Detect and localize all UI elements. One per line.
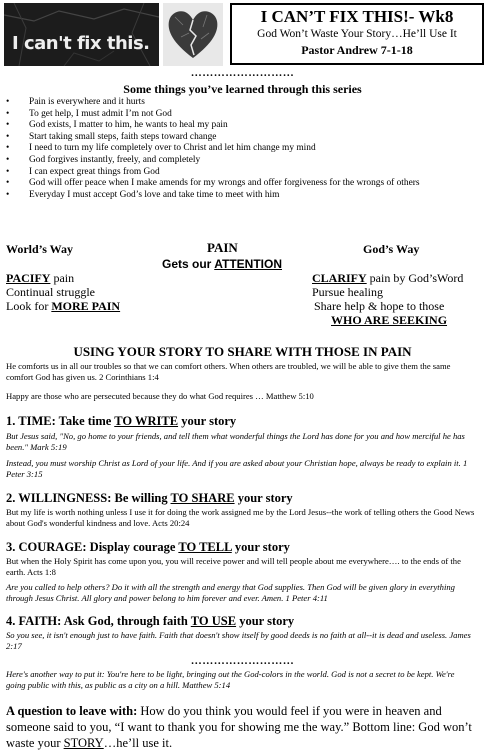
step-1-prefix: 1. TIME: Take time [6,414,112,428]
step-4-suffix: your story [239,614,295,628]
worlds-way-heading: World’s Way [6,242,74,256]
step-1-verse-1: But Jesus said, "No, go home to your friends, and tell them what wonderful things the Lord has done for you and how merciful he has been." Mark 5:19 [6,431,465,452]
step-1-suffix: your story [181,414,237,428]
more-pain-line [6,299,120,314]
step-1-keyword: TO WRITE [114,414,179,428]
list-item: • To get help, I must admit I’m not God [6,109,476,121]
broken-heart-icon [163,3,223,66]
attention-prefix: Gets our [162,257,212,271]
using-heading: USING YOUR STORY TO SHARE WITH THOSE IN PAIN [73,344,412,359]
attention-keyword: ATTENTION [214,257,283,271]
list-item: • I need to turn my life completely over to Christ and let him change my mind [6,143,476,155]
sermon-subtitle: God Won’t Waste Your Story…He’ll Use It [257,28,457,40]
step-3-prefix: 3. COURAGE: Display courage [6,540,176,554]
series-banner-image [4,3,159,66]
pacify-keyword: PACIFY [6,271,51,285]
step-3-verse-2: Are you called to help others? Do it with all the strength and energy that God supplies. Then God will be given glory in everything through Jesus Christ. All glory and power belong to him forever and ever. Amen. 1 Peter 4:11 [6,582,455,603]
divider-dots: ……………………… [190,67,295,79]
list-item: • Pain is everywhere and it hurts [6,97,476,109]
using-verse-2: Happy are those who are persecuted because they do what God requires … Matthew 5:10 [6,391,314,401]
question-text: How do you think you would feel if you were in heaven and someone said to you, “I want to thank you for showing me the way.” Bottom line: God won’t waste your [6,704,472,750]
step-3-suffix: your story [234,540,290,554]
share-help-line: Share help & hope to those [314,299,445,313]
step-2-verse-1: But my life is worth nothing unless I use it for doing the work assigned me by the Lord Jesus--the work of telling others the Good News about God's wonderful kindness and love. Acts 20:24 [6,507,475,528]
pain-heading: PAIN [207,240,238,255]
step-3-verse-1: But when the Holy Spirit has come upon you, you will receive power and will tell people about me everywhere…. to the ends of the earth. Acts 1:8 [6,556,461,577]
sermon-title: I CAN’T FIX THIS!- Wk8 [260,7,454,26]
step-2-suffix: your story [237,491,293,505]
banner-title-text: I can't fix this. [12,33,150,54]
gods-way-heading: God’s Way [363,242,420,256]
attention-line [162,257,282,271]
learned-heading: Some things you’ve learned through this series [123,82,362,96]
step-4-prefix: 4. FAITH: Ask God, through faith [6,614,188,628]
list-item: • God forgives instantly, freely, and completely [6,155,476,167]
step-2-prefix: 2. WILLINGNESS: Be willing [6,491,168,505]
pacify-line [6,271,74,286]
who-are-seeking: WHO ARE SEEKING [331,313,448,327]
pastor-date: Pastor Andrew 7-1-18 [301,43,413,57]
step-3-keyword: TO TELL [178,540,232,554]
question-label: A question to leave with: [6,704,138,718]
step-3-heading [6,540,290,555]
step-1-verse-2: Instead, you must worship Christ as Lord of your life. And if you are asked about your Christian hope, always be ready to explain it. 1 Peter 3:15 [6,458,468,479]
list-item: • God exists, I matter to him, he wants to heal my pain [6,120,476,132]
pursue-healing: Pursue healing [312,285,383,299]
divider-dots-2: ……………………… [190,655,295,667]
step-4-keyword: TO USE [190,614,237,628]
list-item: • Everyday I must accept God’s love and take time to meet with him [6,190,476,202]
step-1-heading [6,414,236,429]
pacify-rest: pain [53,271,75,285]
more-pain-keyword: MORE PAIN [51,299,121,313]
learned-list [6,97,476,201]
clarify-rest: pain by God’sWord [369,271,464,285]
using-verse-1: He comforts us in all our troubles so that we can comfort others. When others are troubled, we will be able to give them the same comfort God has given us. 2 Corinthians 1:4 [6,361,451,382]
list-item: • God will offer peace when I make amends for my wrongs and offer forgiveness for the wrongs of others [6,178,476,190]
look-prefix: Look for [6,299,49,313]
continual-struggle: Continual struggle [6,285,95,299]
story-keyword: STORY [63,736,104,750]
question-end: …he’ll use it. [103,736,173,750]
step-4-verse-1: So you see, it isn't enough just to have faith. Faith that doesn't show itself by good deeds is no faith at all--it is dead and useless. James 2:17 [6,630,471,651]
list-item: • Start taking small steps, faith steps toward change [6,132,476,144]
clarify-line [312,271,463,286]
closing-question [6,703,478,751]
step-2-heading [6,491,293,506]
step-2-keyword: TO SHARE [170,491,235,505]
title-box [230,3,484,65]
list-item: • I can expect great things from God [6,167,476,179]
closing-verse: Here's another way to put it: You're here to be light, bringing out the God-colors in the world. God is not a secret to be kept. We're going public with this, as public as a city on a hill. Matthew 5:14 [6,669,455,690]
step-4-heading [6,614,294,629]
clarify-keyword: CLARIFY [312,271,367,285]
